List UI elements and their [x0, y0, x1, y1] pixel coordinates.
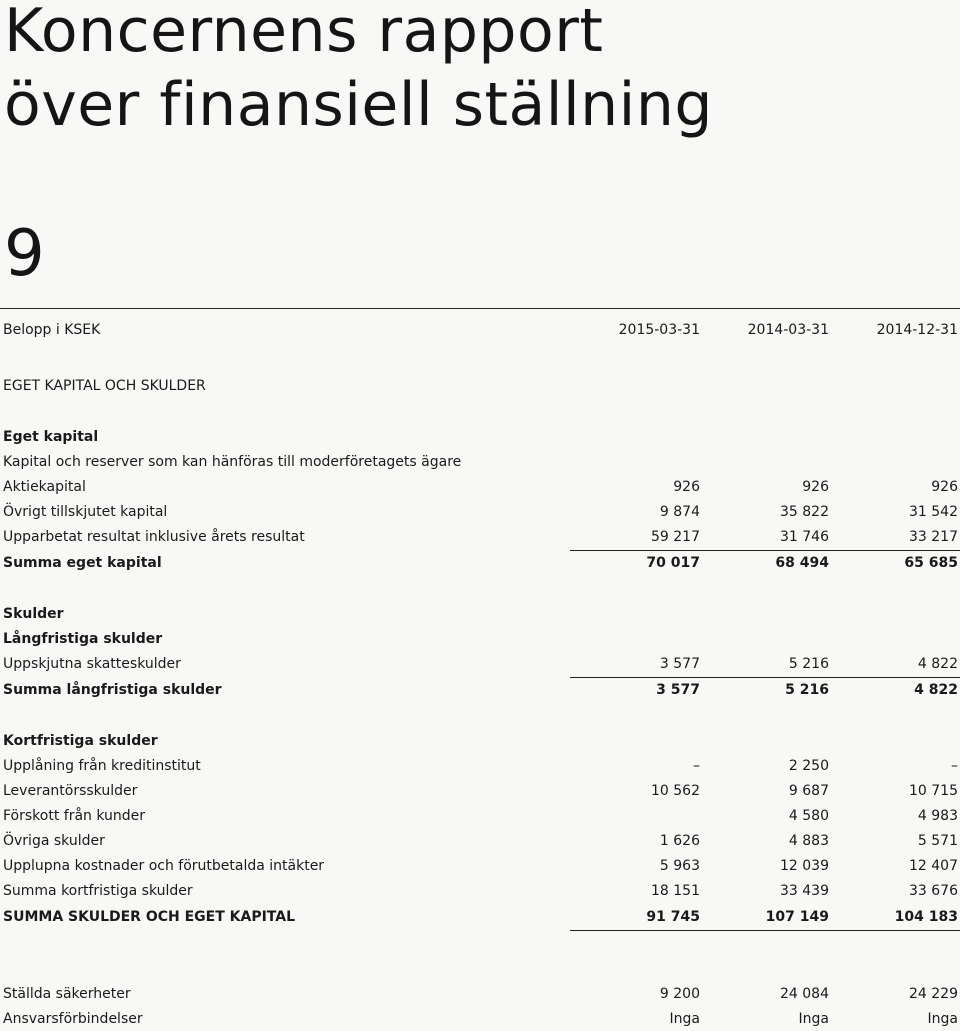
row-value: 24 229: [909, 986, 958, 1002]
row-value: 3 577: [659, 656, 700, 672]
grand-total-divider: [570, 930, 960, 931]
table-row: [0, 525, 960, 549]
row-value: 31 746: [780, 529, 829, 545]
column-header-2015-03-31: 2015-03-31: [618, 322, 700, 338]
table-row: [0, 500, 960, 524]
row-label: SUMMA SKULDER OCH EGET KAPITAL: [3, 909, 296, 925]
row-value: 926: [673, 479, 700, 495]
row-value: 65 685: [904, 555, 958, 571]
row-value: 33 676: [909, 883, 958, 899]
row-label: Förskott från kunder: [3, 808, 146, 824]
short-term-heading: [0, 729, 960, 753]
liabilities-heading: [0, 602, 960, 626]
report-title: [4, 0, 713, 142]
row-label: Övrigt tillskjutet kapital: [3, 504, 168, 520]
row-value: 4 580: [788, 808, 829, 824]
equity-heading-label: Eget kapital: [3, 429, 99, 445]
row-value: 4 822: [917, 656, 958, 672]
row-value: 33 439: [780, 883, 829, 899]
page-number: 9: [4, 217, 45, 291]
column-header-2014-03-31: 2014-03-31: [747, 322, 829, 338]
row-value: Inga: [798, 1011, 829, 1027]
row-label: Ansvarsförbindelser: [3, 1011, 143, 1027]
title-line-1: Koncernens rapport: [4, 0, 604, 66]
row-value: 9 874: [659, 504, 700, 520]
row-value: 5 216: [785, 682, 829, 698]
short-term-total-row: [0, 879, 960, 903]
row-value: 9 687: [788, 783, 829, 799]
row-value: 31 542: [909, 504, 958, 520]
row-value: 107 149: [765, 909, 829, 925]
row-label: Summa kortfristiga skulder: [3, 883, 193, 899]
row-value: 12 039: [780, 858, 829, 874]
row-value: 104 183: [894, 909, 958, 925]
row-value: 10 562: [651, 783, 700, 799]
table-row: [0, 829, 960, 853]
row-value: 24 084: [780, 986, 829, 1002]
row-value: 5 571: [917, 833, 958, 849]
row-label: Upplåning från kreditinstitut: [3, 758, 201, 774]
equity-subheading-label: Kapital och reserver som kan hänföras till moderföretagets ägare: [3, 454, 462, 470]
table-row: [0, 652, 960, 676]
section-main-label: EGET KAPITAL OCH SKULDER: [3, 378, 206, 394]
row-value: 10 715: [909, 783, 958, 799]
row-value: 33 217: [909, 529, 958, 545]
column-header-row: [0, 318, 960, 342]
row-value: 2 250: [788, 758, 829, 774]
row-value: –: [693, 758, 700, 774]
top-divider: [0, 308, 960, 309]
section-heading: [0, 374, 960, 398]
row-value: 4 883: [788, 833, 829, 849]
row-value: 70 017: [646, 555, 700, 571]
column-header-2014-12-31: 2014-12-31: [876, 322, 958, 338]
row-value: 18 151: [651, 883, 700, 899]
equity-subheading: [0, 450, 960, 474]
row-label: Upplupna kostnader och förutbetalda intäkter: [3, 858, 325, 874]
row-value: 1 626: [659, 833, 700, 849]
row-value: 3 577: [656, 682, 700, 698]
row-value: 12 407: [909, 858, 958, 874]
table-row: [0, 475, 960, 499]
table-row: [0, 804, 960, 828]
row-label: Övriga skulder: [3, 833, 105, 849]
row-value: 5 963: [659, 858, 700, 874]
row-value: 5 216: [788, 656, 829, 672]
row-value: 68 494: [775, 555, 829, 571]
row-label: Summa eget kapital: [3, 555, 162, 571]
row-label: Upparbetat resultat inklusive årets resultat: [3, 529, 305, 545]
equity-heading: [0, 425, 960, 449]
row-label: Uppskjutna skatteskulder: [3, 656, 181, 672]
row-label: Ställda säkerheter: [3, 986, 131, 1002]
equity-total-row: [0, 551, 960, 575]
row-value: 91 745: [646, 909, 700, 925]
long-term-heading: [0, 627, 960, 651]
row-value: 926: [931, 479, 958, 495]
row-value: 4 822: [914, 682, 958, 698]
table-row: [0, 779, 960, 803]
row-label: Aktiekapital: [3, 479, 86, 495]
row-value: 4 983: [917, 808, 958, 824]
row-value: 926: [802, 479, 829, 495]
short-term-heading-label: Kortfristiga skulder: [3, 733, 158, 749]
row-label: Leverantörsskulder: [3, 783, 138, 799]
row-value: –: [951, 758, 958, 774]
row-value: 59 217: [651, 529, 700, 545]
row-value: Inga: [669, 1011, 700, 1027]
long-term-total-row: [0, 678, 960, 702]
liabilities-heading-label: Skulder: [3, 606, 64, 622]
table-row: [0, 754, 960, 778]
long-term-heading-label: Långfristiga skulder: [3, 631, 163, 647]
table-row: [0, 1007, 960, 1031]
title-line-2: över finansiell ställning: [4, 70, 713, 140]
table-row: [0, 854, 960, 878]
row-value: 9 200: [659, 986, 700, 1002]
row-value: Inga: [927, 1011, 958, 1027]
grand-total-row: [0, 905, 960, 929]
table-row: [0, 982, 960, 1006]
amount-unit-label: Belopp i KSEK: [3, 322, 101, 338]
row-value: 35 822: [780, 504, 829, 520]
row-label: Summa långfristiga skulder: [3, 682, 222, 698]
